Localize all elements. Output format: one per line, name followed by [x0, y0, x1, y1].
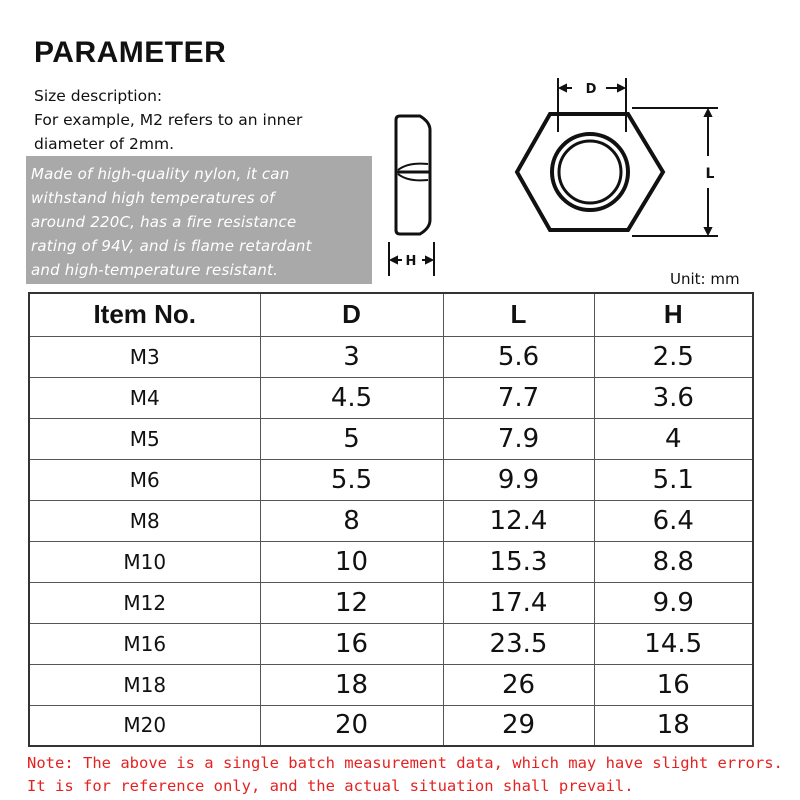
- column-header-l: L: [443, 293, 594, 336]
- note-line: Note: The above is a single batch measurement data, which may have slight errors.: [27, 754, 783, 772]
- nut-side-view: [396, 116, 430, 234]
- table-row: [29, 582, 753, 623]
- cell-h: 8.8: [594, 541, 753, 582]
- cell-l: 23.5: [443, 623, 594, 664]
- column-header-d: D: [260, 293, 443, 336]
- cell-l: 26: [443, 664, 594, 705]
- material-line: Made of high-quality nylon, it can: [31, 165, 290, 183]
- cell-h: 14.5: [594, 623, 753, 664]
- cell-h: 18: [594, 705, 753, 746]
- cell-item-no: M5: [29, 418, 260, 459]
- dimension-h-label: H: [405, 254, 417, 269]
- cell-h: 2.5: [594, 336, 753, 377]
- cell-d: 8: [260, 500, 443, 541]
- cell-item-no: M20: [29, 705, 260, 746]
- cell-h: 6.4: [594, 500, 753, 541]
- table-row: [29, 541, 753, 582]
- cell-l: 15.3: [443, 541, 594, 582]
- cell-item-no: M3: [29, 336, 260, 377]
- table-row: [29, 664, 753, 705]
- disclaimer-note: [27, 752, 787, 798]
- cell-d: 12: [260, 582, 443, 623]
- cell-h: 5.1: [594, 459, 753, 500]
- size-description-line: For example, M2 refers to an inner: [34, 111, 303, 129]
- table-row: [29, 705, 753, 746]
- size-description-heading: Size description:: [34, 87, 163, 105]
- note-line: It is for reference only, and the actual situation shall prevail.: [27, 777, 634, 795]
- cell-item-no: M12: [29, 582, 260, 623]
- cell-l: 7.9: [443, 418, 594, 459]
- cell-item-no: M10: [29, 541, 260, 582]
- cell-h: 3.6: [594, 377, 753, 418]
- material-description-box: [26, 156, 372, 284]
- cell-h: 9.9: [594, 582, 753, 623]
- cell-d: 16: [260, 623, 443, 664]
- cell-l: 29: [443, 705, 594, 746]
- page-title: PARAMETER: [34, 36, 227, 69]
- cell-l: 12.4: [443, 500, 594, 541]
- cell-item-no: M18: [29, 664, 260, 705]
- cell-d: 3: [260, 336, 443, 377]
- column-header-item-no: Item No.: [29, 293, 260, 336]
- size-description: [34, 84, 364, 156]
- dimension-d-label: D: [585, 82, 597, 97]
- table-row: [29, 336, 753, 377]
- table-row: [29, 418, 753, 459]
- cell-h: 16: [594, 664, 753, 705]
- cell-d: 5: [260, 418, 443, 459]
- unit-label: Unit: mm: [670, 270, 740, 288]
- table-header-row: [29, 293, 753, 336]
- hex-nut-dimension-diagram: [380, 74, 740, 284]
- cell-item-no: M4: [29, 377, 260, 418]
- cell-l: 5.6: [443, 336, 594, 377]
- table-row: [29, 377, 753, 418]
- table-row: [29, 459, 753, 500]
- cell-l: 17.4: [443, 582, 594, 623]
- column-header-h: H: [594, 293, 753, 336]
- material-line: around 220C, has a fire resistance: [31, 213, 297, 231]
- cell-l: 9.9: [443, 459, 594, 500]
- cell-d: 5.5: [260, 459, 443, 500]
- cell-d: 20: [260, 705, 443, 746]
- cell-item-no: M8: [29, 500, 260, 541]
- cell-l: 7.7: [443, 377, 594, 418]
- nut-front-view: [517, 112, 663, 232]
- material-line: withstand high temperatures of: [31, 189, 275, 207]
- table-row: [29, 623, 753, 664]
- cell-h: 4: [594, 418, 753, 459]
- table-row: [29, 500, 753, 541]
- cell-d: 10: [260, 541, 443, 582]
- cell-item-no: M6: [29, 459, 260, 500]
- dimension-l-label: L: [705, 166, 715, 182]
- cell-item-no: M16: [29, 623, 260, 664]
- material-line: rating of 94V, and is flame retardant: [31, 237, 312, 255]
- cell-d: 18: [260, 664, 443, 705]
- parameter-table: [28, 292, 754, 747]
- material-line: and high-temperature resistant.: [31, 261, 279, 279]
- cell-d: 4.5: [260, 377, 443, 418]
- size-description-line: diameter of 2mm.: [34, 135, 175, 153]
